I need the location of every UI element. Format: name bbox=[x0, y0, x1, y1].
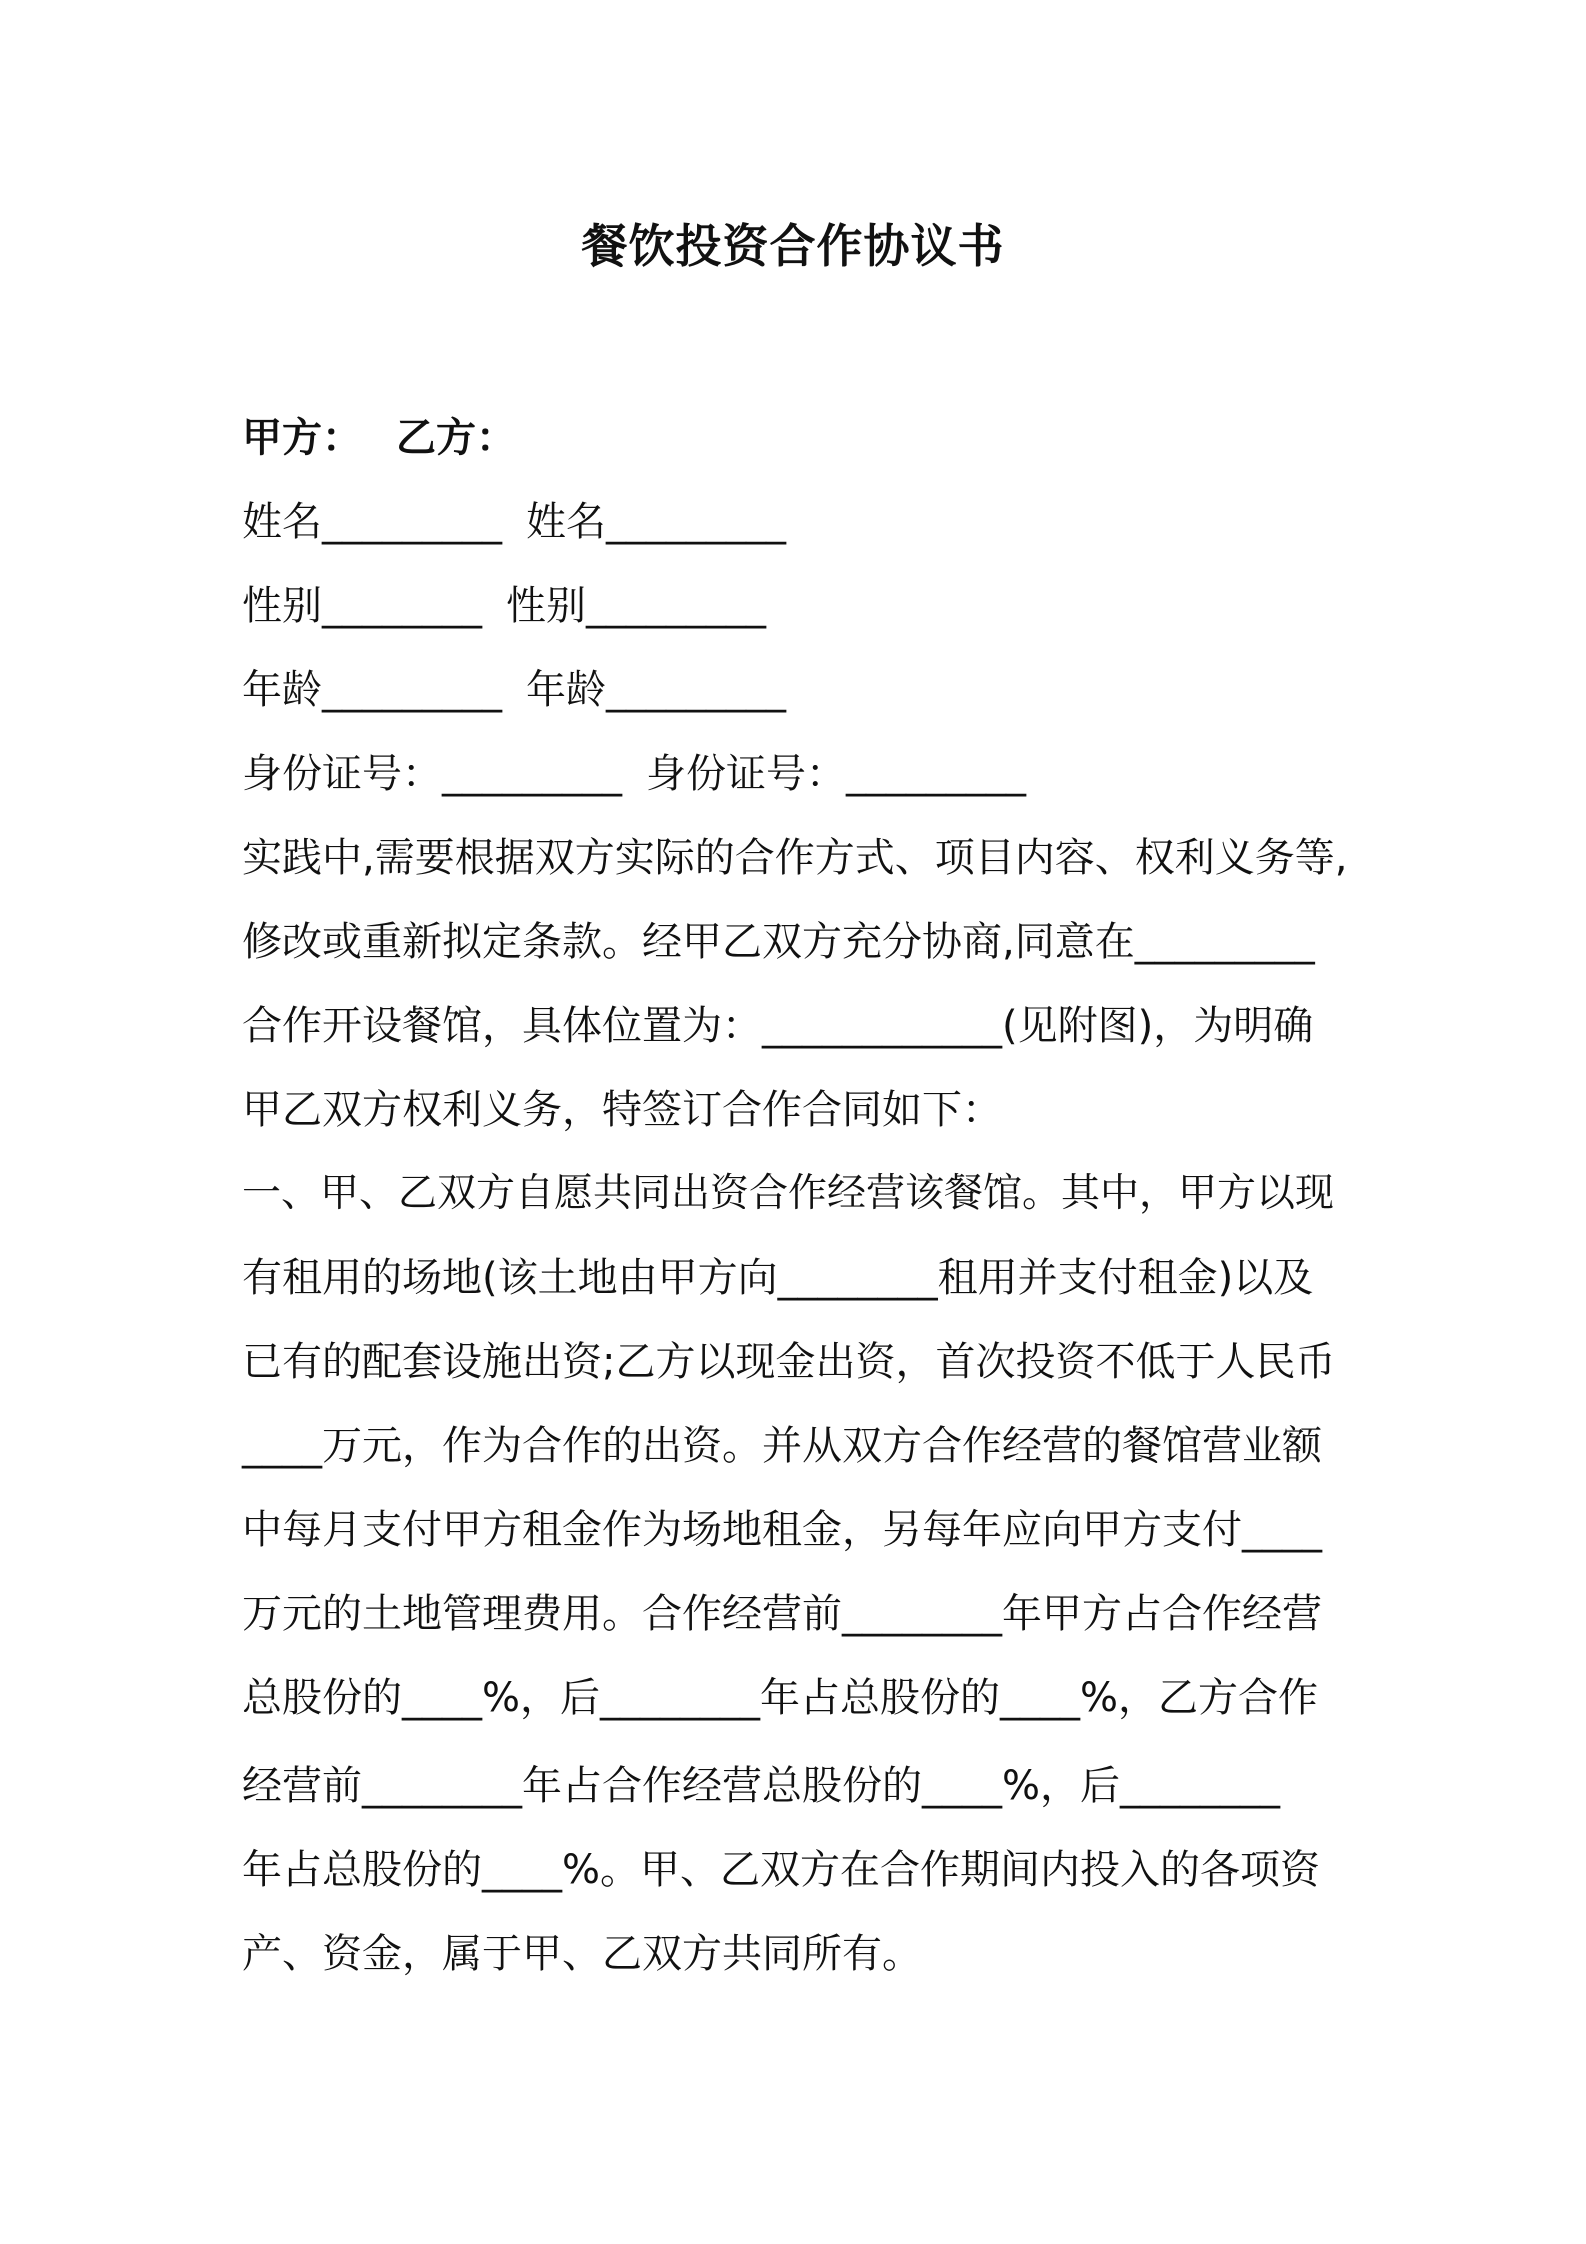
id-field-b: 身份证号：_________ bbox=[646, 751, 1026, 797]
body-line: 中每月支付甲方租金作为场地租金，另每年应向甲方支付____ bbox=[242, 1507, 1322, 1553]
body-line: 万元的土地管理费用。合作经营前________年甲方占合作经营 bbox=[242, 1591, 1322, 1637]
parties-line bbox=[242, 410, 516, 466]
body-line: 合作开设餐馆，具体位置为：____________(见附图)，为明确 bbox=[242, 1003, 1314, 1049]
gender-line bbox=[242, 578, 766, 634]
body-line: 总股份的____%，后________年占总股份的____%，乙方合作 bbox=[242, 1675, 1319, 1721]
gender-field-a: 性别________ bbox=[242, 583, 482, 629]
name-field-b: 姓名_________ bbox=[526, 499, 786, 545]
body-line: ____万元，作为合作的出资。并从双方合作经营的餐馆营业额 bbox=[242, 1423, 1322, 1469]
body-line: 年占总股份的____%。甲、乙双方在合作期间内投入的各项资 bbox=[242, 1847, 1321, 1893]
name-field-a: 姓名_________ bbox=[242, 499, 502, 545]
party-a-label: 甲方： bbox=[242, 415, 362, 461]
body-line: 已有的配套设施出资;乙方以现金出资，首次投资不低于人民币 bbox=[242, 1339, 1336, 1385]
body-line: 一、甲、乙双方自愿共同出资合作经营该餐馆。其中，甲方以现 bbox=[242, 1171, 1335, 1216]
age-line bbox=[242, 662, 786, 718]
body-line: 甲乙双方权利义务，特签订合作合同如下： bbox=[242, 1087, 1002, 1133]
body-line: 实践中,需要根据双方实际的合作方式、项目内容、权利义务等, bbox=[242, 835, 1348, 881]
age-field-b: 年龄_________ bbox=[526, 667, 786, 713]
gender-field-b: 性别_________ bbox=[506, 583, 766, 629]
id-field-a: 身份证号：_________ bbox=[242, 751, 622, 797]
body-line: 经营前________年占合作经营总股份的____%，后________ bbox=[242, 1763, 1281, 1809]
party-b-label: 乙方： bbox=[396, 415, 516, 461]
name-line bbox=[242, 494, 786, 550]
body-line: 产、资金，属于甲、乙双方共同所有。 bbox=[242, 1931, 922, 1977]
body-line: 有租用的场地(该土地由甲方向________租用并支付租金)以及 bbox=[242, 1255, 1314, 1301]
age-field-a: 年龄_________ bbox=[242, 667, 502, 713]
id-line bbox=[242, 746, 1026, 802]
body-line: 修改或重新拟定条款。经甲乙双方充分协商,同意在_________ bbox=[242, 919, 1315, 965]
document-title: 餐饮投资合作协议书 bbox=[581, 219, 1005, 273]
